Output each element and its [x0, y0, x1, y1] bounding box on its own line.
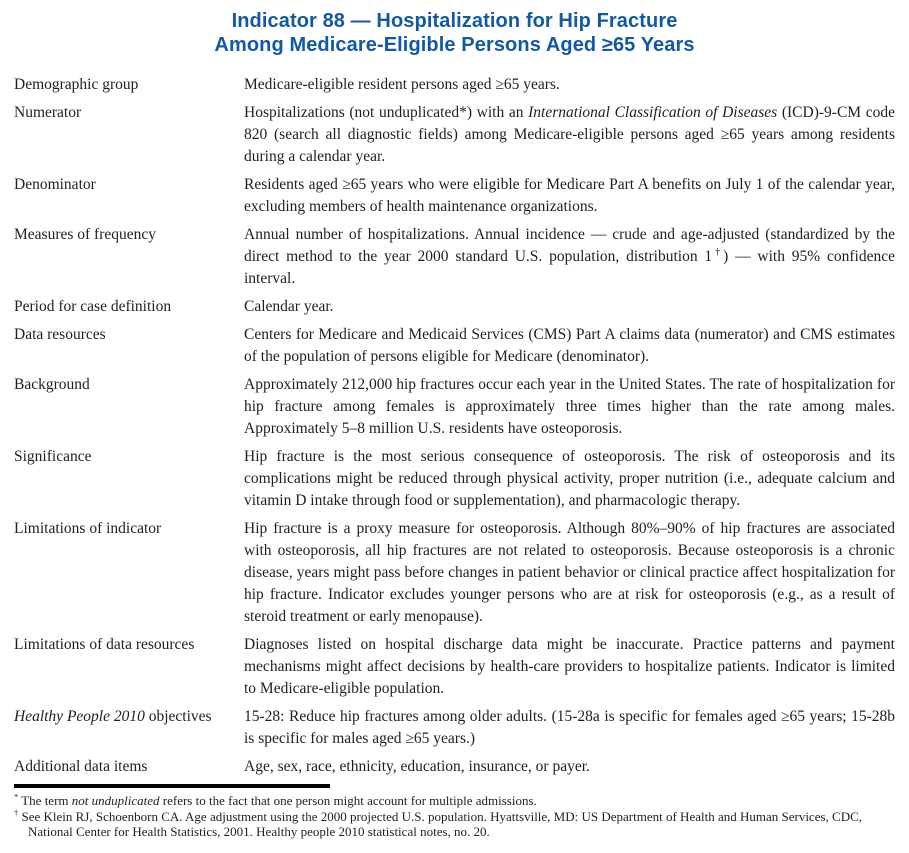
row-content: Centers for Medicare and Medicaid Services (CMS) Part A claims data (numerator) and CMS estimates of the population of persons eligible for Medicare (denominator).: [244, 326, 895, 365]
footnote: † See Klein RJ, Schoenborn CA. Age adjustment using the 2000 projected U.S. population. Hyattsville, MD: US Department of Health and Human Services, CDC, National Center for Health Statistics, 2001. Healthy people 2010 statistical notes, no. 20.: [14, 807, 863, 839]
page-title: [14, 0, 895, 57]
table-row: [14, 446, 895, 512]
footnote-divider: [14, 784, 330, 788]
table-row: [14, 634, 895, 700]
footnotes: [14, 793, 895, 840]
row-label: Healthy People 2010 objectives: [14, 708, 212, 725]
table-row: [14, 518, 895, 628]
row-label: Denominator: [14, 176, 96, 193]
row-label: Period for case definition: [14, 298, 172, 315]
table-row: [14, 374, 895, 440]
row-content: Hospitalizations (not unduplicated*) with an International Classification of Diseases (ICD)-9-CM code 820 (search all diagnostic fields) among Medicare-eligible persons aged ≥65 years among residents during a calendar year.: [244, 104, 895, 165]
row-content: Annual number of hospitalizations. Annual incidence — crude and age-adjusted (standardized by the direct method to the year 2000 standard U.S. population, distribution 1†) — with 95% confidence interval.: [244, 226, 896, 287]
row-content: Age, sex, race, ethnicity, education, insurance, or payer.: [244, 758, 590, 775]
page-title-line-2: Among Medicare-Eligible Persons Aged ≥65 Years: [214, 34, 695, 56]
row-content: Hip fracture is a proxy measure for osteoporosis. Although 80%–90% of hip fractures are associated with osteoporosis, all hip fractures are not related to osteoporosis. Because osteoporosis is a chronic disease, years might pass before changes in patient behavior or clinical practice affect hospitalization for hip fracture. Indicator excludes younger persons who are at risk for osteoporosis (e.g., as a result of steroid treatment or early menopause).: [244, 520, 895, 625]
row-label: Data resources: [14, 326, 106, 343]
definition-table: [14, 74, 895, 778]
row-content: Diagnoses listed on hospital discharge data might be inaccurate. Practice patterns and payment mechanisms might affect decisions by health-care providers to hospitalize patients. Indicator is limited to Medicare-eligible population.: [244, 636, 895, 697]
row-label: Demographic group: [14, 76, 139, 93]
row-content: Approximately 212,000 hip fractures occur each year in the United States. The rate of hospitalization for hip fracture among females is approximately three times higher than the rate among males. Approximately 5–8 million U.S. residents have osteoporosis.: [244, 376, 895, 437]
row-label: Limitations of data resources: [14, 636, 195, 653]
table-row: [14, 224, 895, 290]
table-row: [14, 756, 895, 778]
table-row: [14, 324, 895, 368]
table-row: [14, 174, 895, 218]
row-label: Significance: [14, 448, 92, 465]
row-content: Hip fracture is the most serious consequence of osteoporosis. The risk of osteoporosis and its complications might be reduced through physical activity, proper nutrition (i.e., adequate calcium and vitamin D intake through food or supplementation), and pharmacologic therapy.: [244, 448, 895, 509]
row-label: Measures of frequency: [14, 226, 157, 243]
table-row: [14, 296, 895, 318]
row-content: Residents aged ≥65 years who were eligible for Medicare Part A benefits on July 1 of the calendar year, excluding members of health maintenance organizations.: [244, 176, 895, 215]
row-content: 15-28: Reduce hip fractures among older adults. (15-28a is specific for females aged ≥65 years; 15-28b is specific for males aged ≥65 years.): [244, 708, 895, 747]
table-row: [14, 102, 895, 168]
row-label: Limitations of indicator: [14, 520, 162, 537]
page-title-line-1: Indicator 88 — Hospitalization for Hip Fracture: [231, 10, 678, 32]
table-row: [14, 74, 895, 96]
footnote: * The term not unduplicated refers to the fact that one person might account for multiple admissions.: [14, 791, 537, 808]
row-label: Numerator: [14, 104, 82, 121]
row-content: Medicare-eligible resident persons aged ≥65 years.: [244, 76, 560, 93]
row-content: Calendar year.: [244, 298, 334, 315]
table-row: [14, 706, 895, 750]
row-label: Additional data items: [14, 758, 148, 775]
row-label: Background: [14, 376, 90, 393]
